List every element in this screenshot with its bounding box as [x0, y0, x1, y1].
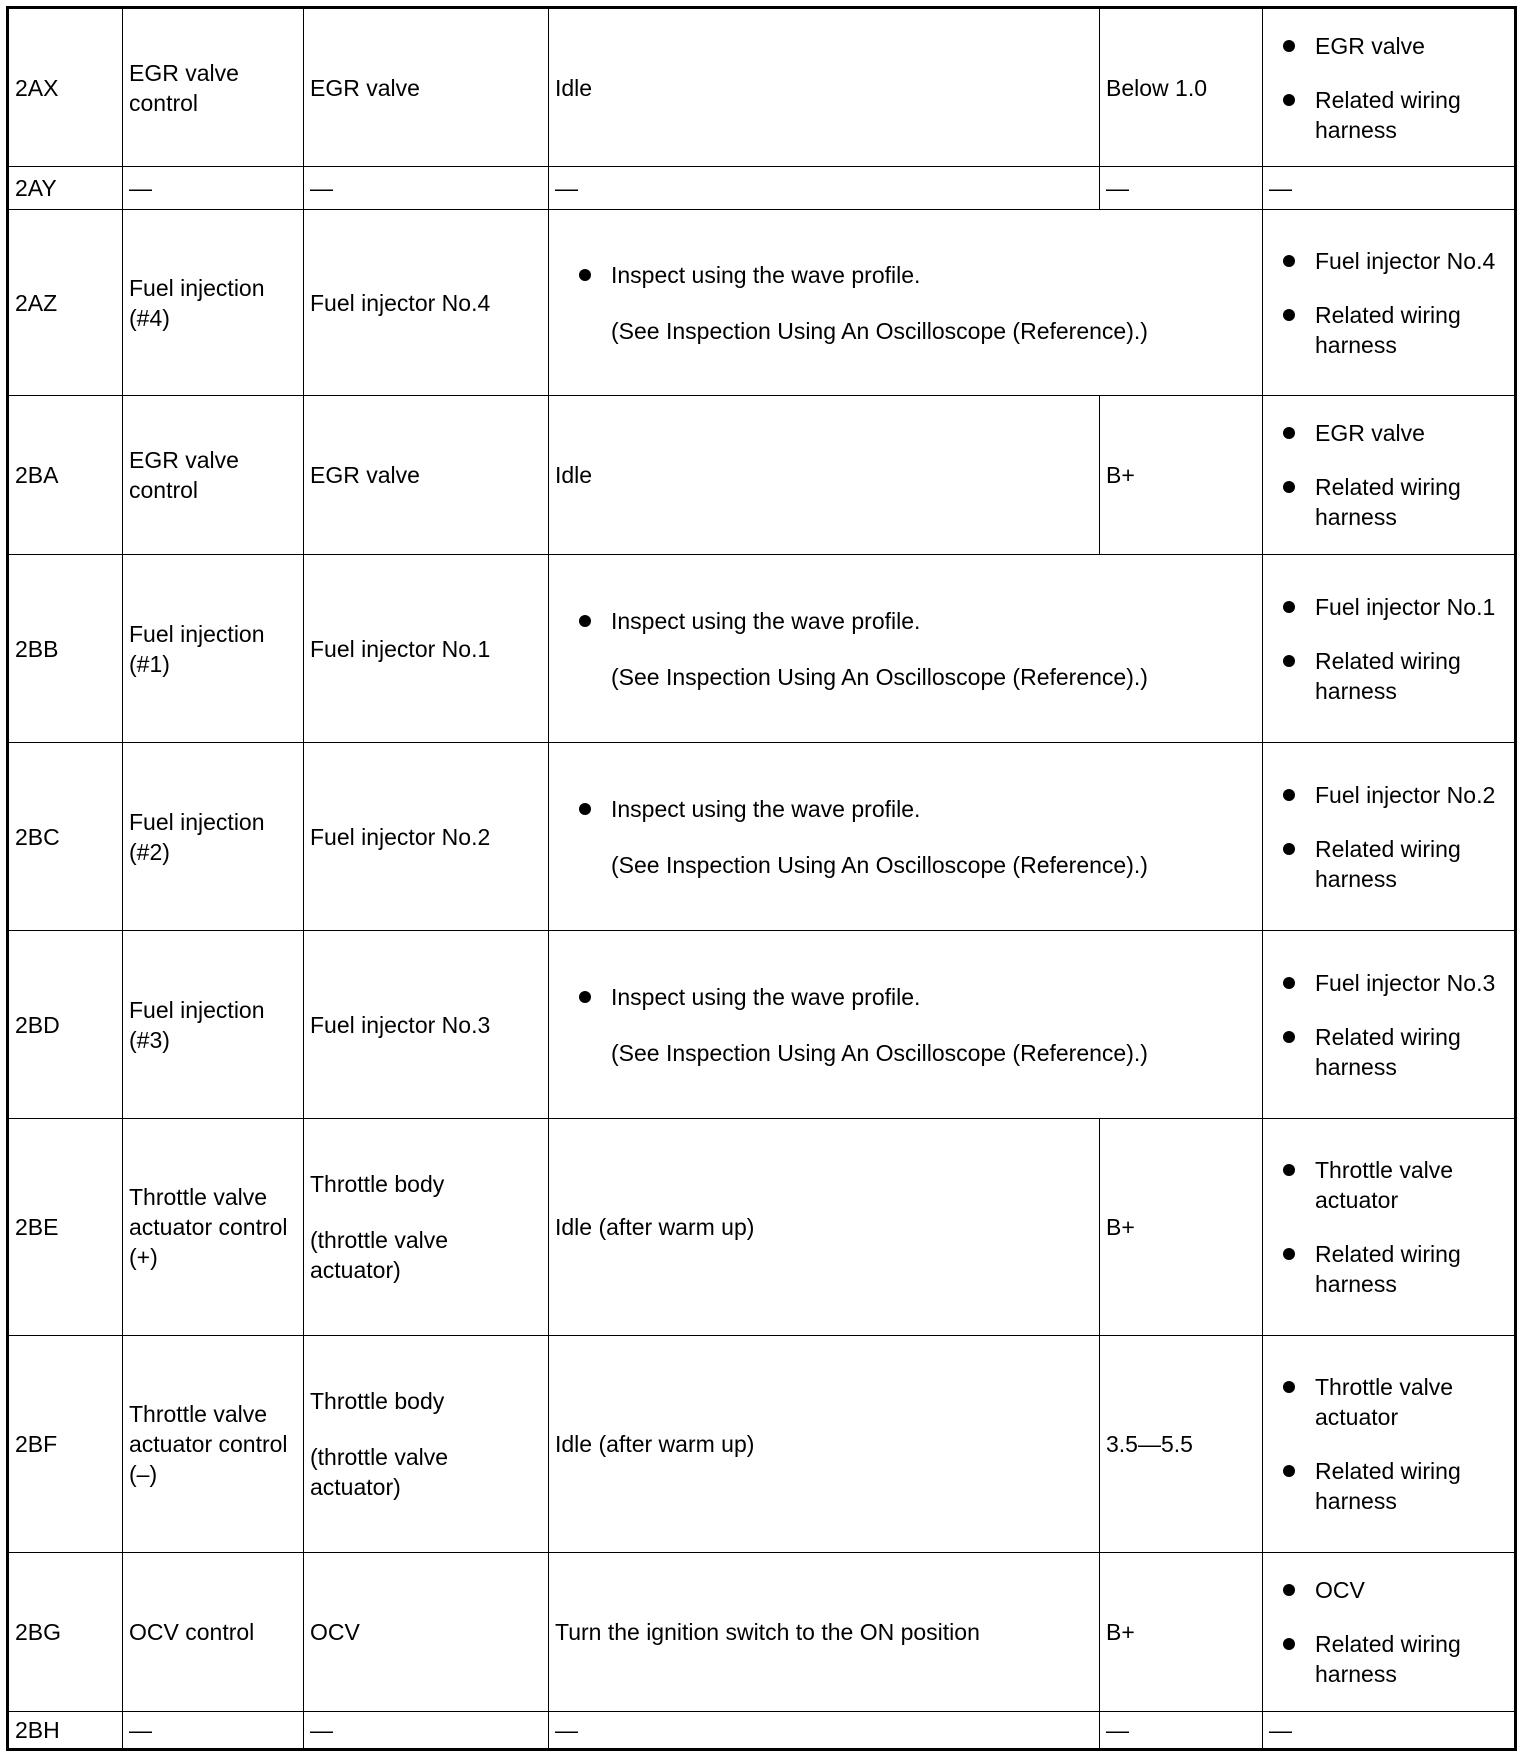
inspection-item: Related wiring harness	[1315, 1456, 1508, 1516]
oscilloscope-reference: (See Inspection Using An Oscilloscope (Reference).)	[611, 851, 1148, 878]
wave-instruction: Inspect using the wave profile.	[555, 606, 1256, 636]
wave-profile-cell	[549, 743, 1263, 931]
inspection-item: Throttle valve actuator	[1315, 1155, 1508, 1215]
inspection-cell	[1263, 1553, 1516, 1712]
voltage-cell: Below 1.0	[1100, 8, 1263, 167]
condition-cell: Idle (after warm up)	[549, 1336, 1100, 1553]
wave-profile-cell	[549, 210, 1263, 396]
voltage-cell: —	[1100, 1712, 1263, 1750]
inspection-cell: —	[1263, 1712, 1516, 1750]
voltage-cell: —	[1100, 167, 1263, 210]
inspection-item: EGR valve	[1315, 31, 1508, 61]
signal-cell: EGR valve control	[123, 396, 304, 555]
inspection-item: Fuel injector No.2	[1315, 780, 1508, 810]
connected-to-cell: EGR valve	[304, 396, 549, 555]
voltage-cell: B+	[1100, 396, 1263, 555]
table-row	[8, 1336, 1516, 1553]
signal-cell: Fuel injection (#1)	[123, 555, 304, 743]
signal-cell: EGR valve control	[123, 8, 304, 167]
connected-to-cell: Fuel injector No.4	[304, 210, 549, 396]
oscilloscope-reference: (See Inspection Using An Oscilloscope (Reference).)	[611, 663, 1148, 690]
inspection-item: Fuel injector No.3	[1315, 968, 1508, 998]
voltage-cell: 3.5—5.5	[1100, 1336, 1263, 1553]
inspection-item: OCV	[1315, 1575, 1508, 1605]
inspection-item: Related wiring harness	[1315, 300, 1508, 360]
connected-to-cell: —	[304, 167, 549, 210]
connected-to-cell: Throttle body (throttle valve actuator)	[304, 1119, 549, 1336]
connected-to-cell: Fuel injector No.2	[304, 743, 549, 931]
wave-instruction: Inspect using the wave profile.	[555, 982, 1256, 1012]
table-row	[8, 1553, 1516, 1712]
connected-to-cell: Throttle body (throttle valve actuator)	[304, 1336, 549, 1553]
terminal-cell: 2BB	[8, 555, 123, 743]
terminal-voltage-table	[6, 6, 1517, 1751]
terminal-cell: 2BC	[8, 743, 123, 931]
inspection-cell	[1263, 8, 1516, 167]
wave-instruction: Inspect using the wave profile.	[555, 260, 1256, 290]
inspection-cell	[1263, 931, 1516, 1119]
terminal-cell: 2BF	[8, 1336, 123, 1553]
inspection-item: Related wiring harness	[1315, 1629, 1508, 1689]
connected-to-cell: —	[304, 1712, 549, 1750]
condition-cell: —	[549, 1712, 1100, 1750]
wave-profile-cell	[549, 931, 1263, 1119]
inspection-cell	[1263, 555, 1516, 743]
inspection-item: Fuel injector No.1	[1315, 592, 1508, 622]
inspection-cell	[1263, 396, 1516, 555]
voltage-cell: B+	[1100, 1119, 1263, 1336]
signal-cell: —	[123, 1712, 304, 1750]
table-row	[8, 1119, 1516, 1336]
wave-profile-cell	[549, 555, 1263, 743]
signal-cell: Fuel injection (#3)	[123, 931, 304, 1119]
inspection-item: Related wiring harness	[1315, 1022, 1508, 1082]
inspection-cell	[1263, 210, 1516, 396]
terminal-cell: 2BE	[8, 1119, 123, 1336]
connected-to-cell: OCV	[304, 1553, 549, 1712]
inspection-item: Related wiring harness	[1315, 1239, 1508, 1299]
connected-to-cell: Fuel injector No.1	[304, 555, 549, 743]
table-row	[8, 8, 1516, 167]
inspection-item: Fuel injector No.4	[1315, 246, 1508, 276]
terminal-cell: 2BD	[8, 931, 123, 1119]
table-row	[8, 167, 1516, 210]
inspection-item: Related wiring harness	[1315, 472, 1508, 532]
inspection-cell	[1263, 1119, 1516, 1336]
terminal-cell: 2AZ	[8, 210, 123, 396]
inspection-cell	[1263, 1336, 1516, 1553]
voltage-cell: B+	[1100, 1553, 1263, 1712]
terminal-cell: 2BG	[8, 1553, 123, 1712]
oscilloscope-reference: (See Inspection Using An Oscilloscope (Reference).)	[611, 317, 1148, 344]
connected-to-cell: Fuel injector No.3	[304, 931, 549, 1119]
condition-cell: Idle	[549, 8, 1100, 167]
signal-cell: Throttle valve actuator control (–)	[123, 1336, 304, 1553]
oscilloscope-reference: (See Inspection Using An Oscilloscope (Reference).)	[611, 1039, 1148, 1066]
condition-cell: Idle (after warm up)	[549, 1119, 1100, 1336]
table-row	[8, 931, 1516, 1119]
inspection-cell: —	[1263, 167, 1516, 210]
condition-cell: —	[549, 167, 1100, 210]
condition-cell: Idle	[549, 396, 1100, 555]
signal-cell: —	[123, 167, 304, 210]
inspection-item: Throttle valve actuator	[1315, 1372, 1508, 1432]
inspection-item: Related wiring harness	[1315, 834, 1508, 894]
signal-cell: Fuel injection (#2)	[123, 743, 304, 931]
table-row	[8, 396, 1516, 555]
signal-cell: Throttle valve actuator control (+)	[123, 1119, 304, 1336]
table-row	[8, 1712, 1516, 1750]
terminal-cell: 2BA	[8, 396, 123, 555]
terminal-cell: 2BH	[8, 1712, 123, 1750]
table-row	[8, 743, 1516, 931]
inspection-item: Related wiring harness	[1315, 85, 1508, 145]
inspection-item: EGR valve	[1315, 418, 1508, 448]
inspection-cell	[1263, 743, 1516, 931]
table-row	[8, 555, 1516, 743]
inspection-item: Related wiring harness	[1315, 646, 1508, 706]
table-row	[8, 210, 1516, 396]
terminal-cell: 2AX	[8, 8, 123, 167]
terminal-cell: 2AY	[8, 167, 123, 210]
wave-instruction: Inspect using the wave profile.	[555, 794, 1256, 824]
signal-cell: OCV control	[123, 1553, 304, 1712]
connected-to-cell: EGR valve	[304, 8, 549, 167]
condition-cell: Turn the ignition switch to the ON position	[549, 1553, 1100, 1712]
signal-cell: Fuel injection (#4)	[123, 210, 304, 396]
